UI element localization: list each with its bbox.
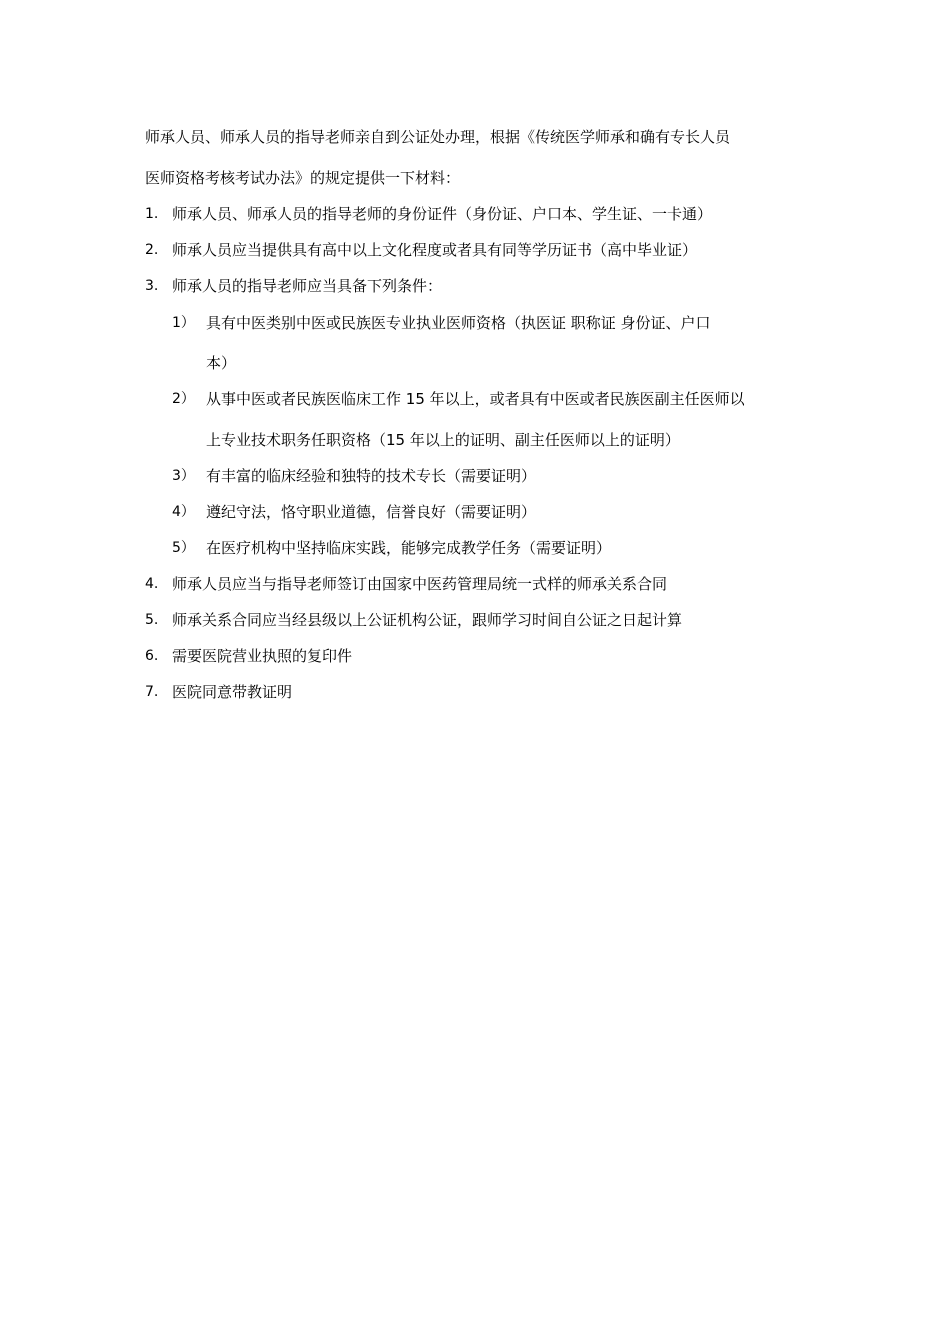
list-item-text: 需要医院营业执照的复印件	[172, 647, 353, 665]
list-item-number: 5.	[145, 612, 159, 628]
sublist-item-text: 有丰富的临床经验和独特的技术专长（需要证明）	[206, 467, 537, 485]
list-item-number: 1.	[145, 206, 159, 222]
sublist-item-number: 2）	[172, 391, 195, 407]
sublist-item-text: 在医疗机构中坚持临床实践，能够完成教学任务（需要证明）	[206, 539, 612, 557]
list-item-number: 4.	[145, 576, 159, 592]
sublist-item-text: 具有中医类别中医或民族医专业执业医师资格（执医证 职称证 身份证、户口	[206, 314, 711, 332]
intro-line-1: 师承人员、师承人员的指导老师亲自到公证处办理，根据《传统医学师承和确有专长人员	[145, 128, 731, 146]
intro-line-2: 医师资格考核考试办法》的规定提供一下材料：	[145, 169, 461, 187]
sublist-item-text: 遵纪守法，恪守职业道德，信誉良好（需要证明）	[206, 503, 537, 521]
list-item-text: 师承人员应当与指导老师签订由国家中医药管理局统一式样的师承关系合同	[172, 575, 668, 593]
list-item-number: 3.	[145, 278, 159, 294]
list-item-text: 医院同意带教证明	[172, 683, 293, 701]
list-item-text: 师承人员应当提供具有高中以上文化程度或者具有同等学历证书（高中毕业证）	[172, 241, 698, 259]
list-item-text: 师承关系合同应当经县级以上公证机构公证，跟师学习时间自公证之日起计算	[172, 611, 683, 629]
list-item-text: 师承人员、师承人员的指导老师的身份证件（身份证、户口本、学生证、一卡通）	[172, 205, 713, 223]
list-item-number: 6.	[145, 648, 159, 664]
sublist-item-text-continued: 本）	[206, 354, 237, 372]
sublist-item-text-continued: 上专业技术职务任职资格（15 年以上的证明、副主任医师以上的证明）	[206, 431, 680, 449]
sublist-item-number: 3）	[172, 468, 195, 484]
sublist-item-number: 1）	[172, 315, 195, 331]
sublist-item-number: 5）	[172, 540, 195, 556]
sublist-item-number: 4）	[172, 504, 195, 520]
list-item-text: 师承人员的指导老师应当具备下列条件：	[172, 277, 443, 295]
list-item-number: 2.	[145, 242, 159, 258]
list-item-number: 7.	[145, 684, 159, 700]
sublist-item-text: 从事中医或者民族医临床工作 15 年以上，或者具有中医或者民族医副主任医师以	[206, 390, 745, 408]
